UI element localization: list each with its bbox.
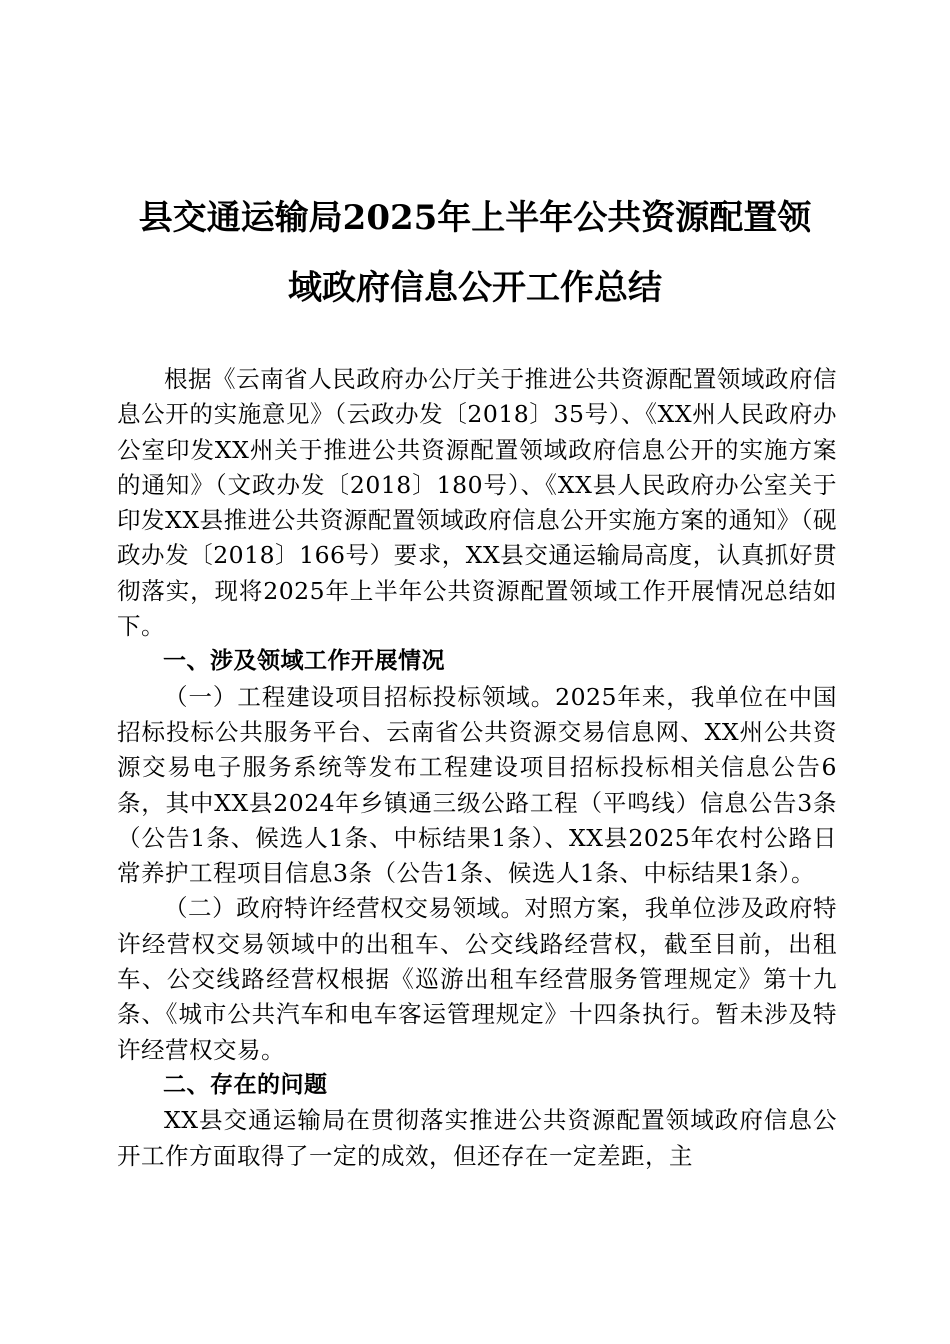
document-body [117,362,837,1174]
problems-paragraph: XX县交通运输局在贯彻落实推进公共资源配置领域政府信息公开工作方面取得了一定的成效，但还存在一定差距，主 [117,1106,837,1170]
section-heading-2: 二、存在的问题 [163,1071,328,1098]
intro-paragraph: 根据《云南省人民政府办公厅关于推进公共资源配置领域政府信息公开的实施意见》（云政办发〔2018〕35号）、《XX州人民政府办公室印发XX州关于推进公共资源配置领域政府信息公开的实施方案的通知》（文政办发〔2018〕180号）、《XX县人民政府办公室关于印发XX县推进公共资源配置领域政府信息公开实施方案的通知》（砚政办发〔2018〕166号）要求，XX县交通运输局高度，认真抓好贯彻落实，现将2025年上半年公共资源配置领域工作开展情况总结如下。 [117,365,837,641]
subsection-paragraph-2: （二）政府特许经营权交易领域。对照方案，我单位涉及政府特许经营权交易领域中的出租车、公交线路经营权，截至目前，出租车、公交线路经营权根据《巡游出租车经营服务管理规定》第十九条、《城市公共汽车和电车客运管理规定》十四条执行。暂未涉及特许经营权交易。 [117,894,837,1064]
section-heading-1: 一、涉及领域工作开展情况 [163,648,445,675]
document-title-line-1: 县交通运输局2025年上半年公共资源配置领 [138,198,812,238]
document-title-line-2: 域政府信息公开工作总结 [288,268,662,308]
subsection-paragraph-1: （一）工程建设项目招标投标领域。2025年来，我单位在中国招标投标公共服务平台、云南省公共资源交易信息网、XX州公共资源交易电子服务系统等发布工程建设项目招标投标相关信息公告6条，其中XX县2024年乡镇通三级公路工程（平鸣线）信息公告3条（公告1条、候选人1条、中标结果1条）、XX县2025年农村公路日常养护工程项目信息3条（公告1条、候选人1条、中标结果1条）。 [117,682,837,888]
